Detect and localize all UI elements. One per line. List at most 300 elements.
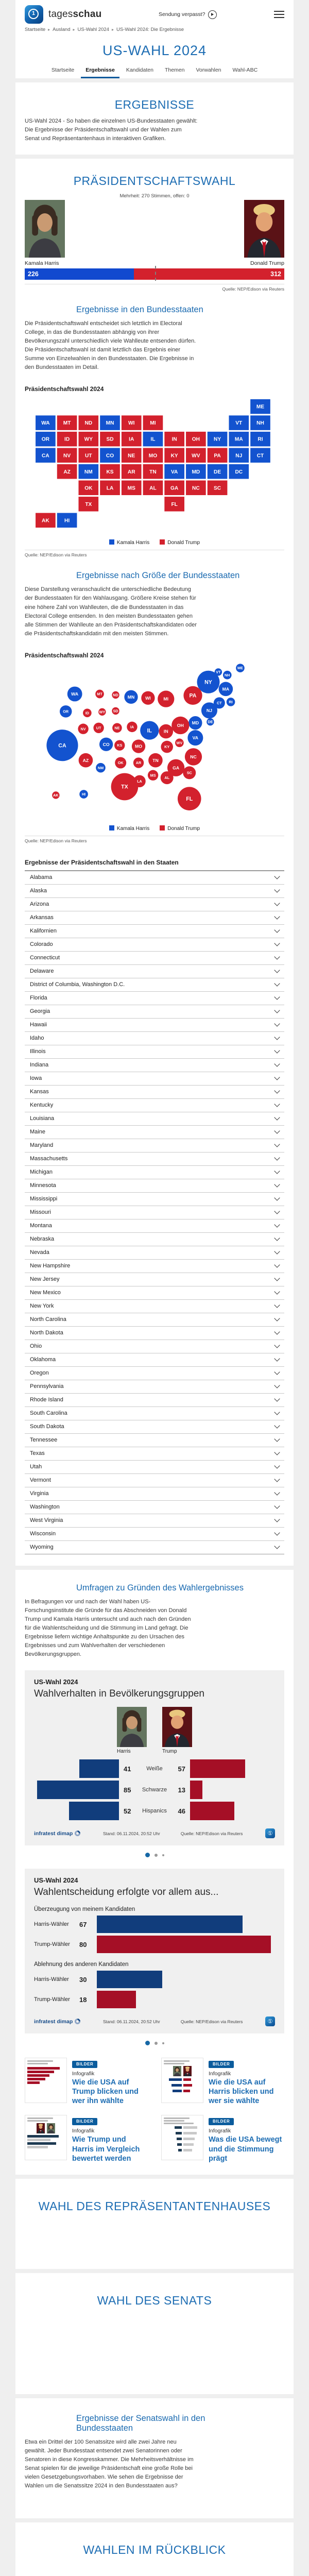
svg-text:OH: OH bbox=[192, 437, 200, 443]
svg-text:WY: WY bbox=[84, 437, 93, 443]
svg-text:NE: NE bbox=[128, 453, 135, 459]
chevron-down-icon bbox=[274, 1222, 280, 1228]
state-accordion-row[interactable] bbox=[25, 898, 284, 911]
chevron-down-icon bbox=[274, 887, 280, 893]
svg-text:ND: ND bbox=[113, 692, 118, 698]
majority-note: Mehrheit: 270 Stimmen, offen: 0 bbox=[119, 193, 190, 199]
chevron-down-icon bbox=[274, 1410, 280, 1415]
teaser-kicker: Infografik bbox=[209, 2071, 231, 2077]
state-accordion-row[interactable] bbox=[25, 1313, 284, 1327]
carousel-dots bbox=[25, 1853, 284, 1857]
state-accordion-label: Rhode Island bbox=[30, 1397, 63, 1403]
carousel-dot-active[interactable] bbox=[145, 1853, 150, 1857]
state-accordion-row[interactable] bbox=[25, 1541, 284, 1554]
voter-group-label: Trump-Wähler bbox=[34, 1941, 70, 1948]
svg-text:MD: MD bbox=[192, 720, 199, 725]
svg-text:IN: IN bbox=[163, 728, 168, 734]
svg-text:MA: MA bbox=[234, 437, 243, 443]
breadcrumb-separator: ▸ bbox=[111, 27, 114, 32]
teaser-title[interactable]: Wie die USA auf Harris blicken und wer sie wählte bbox=[209, 2078, 274, 2106]
state-accordion-label: Tennessee bbox=[30, 1437, 58, 1444]
state-accordion-row[interactable] bbox=[25, 965, 284, 978]
source-line: Quelle: NEP/Edison via Reuters bbox=[222, 286, 284, 292]
chevron-down-icon bbox=[274, 994, 280, 1000]
quelle-label: Quelle: NEP/Edison via Reuters bbox=[180, 1831, 243, 1836]
carousel-dot[interactable] bbox=[162, 2042, 164, 2044]
state-accordion-row[interactable] bbox=[25, 1353, 284, 1367]
state-accordion-row[interactable] bbox=[25, 1501, 284, 1514]
ard-logo-icon: ① bbox=[265, 2016, 275, 2026]
bilder-badge: BILDER bbox=[72, 2118, 97, 2125]
teaser-kicker: Infografik bbox=[72, 2071, 95, 2077]
map1-title: Präsidentschaftswahl 2024 bbox=[25, 385, 104, 393]
chevron-down-icon bbox=[274, 1249, 280, 1255]
state-accordion-label: Oklahoma bbox=[30, 1357, 56, 1363]
svg-text:AR: AR bbox=[135, 760, 142, 765]
harris-value: 85 bbox=[124, 1786, 131, 1794]
state-accordion-label: New Hampshire bbox=[30, 1263, 71, 1269]
panel2-footer bbox=[34, 2016, 275, 2026]
svg-text:WI: WI bbox=[145, 695, 151, 701]
teaser-body bbox=[72, 2115, 148, 2163]
svg-text:PA: PA bbox=[189, 692, 197, 699]
svg-text:KS: KS bbox=[117, 742, 123, 748]
svg-text:MN: MN bbox=[106, 420, 114, 427]
chevron-down-icon bbox=[274, 1450, 280, 1455]
tab-nav bbox=[15, 64, 294, 78]
svg-text:TX: TX bbox=[85, 502, 92, 508]
chevron-down-icon bbox=[274, 1436, 280, 1442]
state-accordion-label: Kentucky bbox=[30, 1102, 54, 1109]
svg-text:DE: DE bbox=[208, 719, 213, 724]
state-accordion-label: Arkansas bbox=[30, 914, 54, 921]
state-accordion-row[interactable] bbox=[25, 1487, 284, 1501]
svg-text:CT: CT bbox=[216, 700, 222, 705]
state-accordion-label: Arizona bbox=[30, 901, 49, 908]
chevron-down-icon bbox=[274, 1490, 280, 1496]
chevron-down-icon bbox=[274, 1088, 280, 1094]
svg-text:IN: IN bbox=[171, 437, 177, 443]
state-accordion-row[interactable] bbox=[25, 1286, 284, 1300]
state-accordion-row[interactable] bbox=[25, 1434, 284, 1447]
state-accordion-row[interactable] bbox=[25, 911, 284, 925]
harris-bar bbox=[69, 1802, 119, 1820]
breadcrumb-item[interactable]: US-Wahl 2024: Die Ergebnisse bbox=[116, 27, 184, 32]
state-accordion-row[interactable] bbox=[25, 992, 284, 1005]
svg-text:AK: AK bbox=[53, 792, 59, 798]
state-accordion-row[interactable] bbox=[25, 1072, 284, 1086]
state-accordion-row[interactable] bbox=[25, 1059, 284, 1072]
senatswahl-section bbox=[15, 2398, 294, 2518]
state-accordion-label: South Dakota bbox=[30, 1423, 64, 1430]
state-accordion-label: New Jersey bbox=[30, 1276, 60, 1283]
state-accordion-row[interactable] bbox=[25, 1420, 284, 1434]
state-accordion-row[interactable] bbox=[25, 1327, 284, 1340]
state-accordion-row[interactable] bbox=[25, 1179, 284, 1193]
decision-row bbox=[34, 1916, 275, 1933]
stand-label: Stand: 06.11.2024, 20:52 Uhr bbox=[102, 1831, 160, 1836]
carousel-dot[interactable] bbox=[154, 1854, 158, 1857]
chevron-down-icon bbox=[274, 1262, 280, 1268]
chevron-down-icon bbox=[274, 1035, 280, 1040]
svg-text:ID: ID bbox=[85, 710, 89, 716]
category-label: Weiße bbox=[146, 1766, 163, 1772]
tagesschau-logo-icon[interactable] bbox=[25, 5, 43, 24]
chevron-down-icon bbox=[274, 1329, 280, 1335]
infratest-dimap-logo: infratest dimap bbox=[34, 2019, 80, 2025]
state-accordion-label: Pennsylvania bbox=[30, 1383, 64, 1390]
carousel-dots bbox=[25, 2041, 284, 2045]
state-accordion-row[interactable] bbox=[25, 1273, 284, 1286]
chevron-down-icon bbox=[274, 1155, 280, 1161]
state-accordion-row[interactable] bbox=[25, 1528, 284, 1541]
demographics-row bbox=[34, 1781, 275, 1799]
wordmark-regular: tages bbox=[48, 9, 73, 20]
state-accordion-row[interactable] bbox=[25, 1193, 284, 1206]
ard-logo-icon: ① bbox=[265, 1828, 275, 1838]
breadcrumb-separator: ▸ bbox=[48, 27, 50, 32]
infografik-teaser[interactable] bbox=[161, 2058, 284, 2106]
state-accordion-row[interactable] bbox=[25, 1206, 284, 1219]
svg-text:ME: ME bbox=[256, 404, 265, 411]
chevron-down-icon bbox=[274, 1168, 280, 1174]
state-accordion-row[interactable] bbox=[25, 1219, 284, 1233]
chevron-down-icon bbox=[274, 927, 280, 933]
svg-text:IL: IL bbox=[150, 437, 156, 443]
panel2-title: Wahlentscheidung erfolgte vor allem aus... bbox=[34, 1887, 219, 1898]
infografik-teaser[interactable] bbox=[25, 2115, 148, 2163]
state-accordion-row[interactable] bbox=[25, 1086, 284, 1099]
chevron-down-icon bbox=[274, 1544, 280, 1549]
svg-text:MT: MT bbox=[97, 691, 102, 697]
state-accordion-row[interactable] bbox=[25, 1260, 284, 1273]
svg-text:VA: VA bbox=[170, 469, 178, 476]
sendung-verpasst-label: Sendung verpasst? bbox=[158, 11, 205, 18]
state-accordion-row[interactable] bbox=[25, 1153, 284, 1166]
state-accordion-row[interactable] bbox=[25, 1126, 284, 1139]
svg-text:HI: HI bbox=[64, 518, 70, 524]
state-accordion-row[interactable] bbox=[25, 1367, 284, 1380]
harris-bar-zone bbox=[34, 1802, 119, 1820]
chevron-down-icon bbox=[274, 1302, 280, 1308]
state-accordion-row[interactable] bbox=[25, 1514, 284, 1528]
infografik-teaser[interactable] bbox=[161, 2115, 284, 2163]
tab-themen[interactable]: Themen bbox=[164, 67, 185, 73]
state-accordion-label: New Mexico bbox=[30, 1290, 61, 1296]
chevron-down-icon bbox=[274, 1463, 280, 1469]
senat-section bbox=[15, 2273, 294, 2394]
state-accordion-label: Iowa bbox=[30, 1075, 42, 1082]
svg-text:PA: PA bbox=[214, 453, 221, 459]
state-accordion-label: Florida bbox=[30, 995, 47, 1002]
state-accordion-label: Georgia bbox=[30, 1008, 50, 1015]
svg-text:OR: OR bbox=[63, 709, 69, 714]
chevron-down-icon bbox=[274, 1356, 280, 1362]
svg-text:WA: WA bbox=[71, 691, 79, 697]
trump-value: 57 bbox=[178, 1765, 185, 1773]
chevron-down-icon bbox=[274, 1289, 280, 1295]
carousel-dot[interactable] bbox=[162, 1854, 164, 1856]
svg-text:WY: WY bbox=[99, 709, 106, 715]
harris-bar bbox=[97, 1971, 162, 1988]
site-header bbox=[15, 0, 294, 25]
state-accordion-label: Ohio bbox=[30, 1343, 42, 1350]
svg-text:RI: RI bbox=[258, 437, 263, 443]
voter-group-label: Trump-Wähler bbox=[34, 1996, 70, 2003]
repraesentantenhaus-section bbox=[15, 2179, 294, 2269]
tab-wahl-abc[interactable]: Wahl-ABC bbox=[232, 67, 258, 73]
states-text: Die Präsidentschaftswahl entscheidet sich letztlich im Electoral College, in das die Bundesstaaten abhängig von ihrer Bevölkerungszahl unterschiedlich viele Wahlleute entsenden dürfen. Die Präsidentschaftswahl ist damit letztlich das Ergebnis einer Summe von Einzelwahlen in den Bundesstaaten. Die Ergebnisse in den Bundesstaaten im Detail. bbox=[25, 320, 196, 371]
teaser-body bbox=[209, 2058, 284, 2106]
state-accordion-row[interactable] bbox=[25, 1019, 284, 1032]
chevron-down-icon bbox=[274, 1075, 280, 1080]
svg-text:NH: NH bbox=[256, 420, 264, 427]
harris-ec-bar: 226 bbox=[25, 268, 134, 280]
svg-text:IL: IL bbox=[147, 727, 152, 734]
svg-text:WV: WV bbox=[176, 740, 183, 745]
state-accordion-label: North Dakota bbox=[30, 1330, 63, 1336]
trump-bar bbox=[190, 1759, 245, 1778]
svg-text:NJ: NJ bbox=[206, 707, 213, 713]
rueckblick-title: WAHLEN IM RÜCKBLICK bbox=[83, 2543, 226, 2556]
state-accordion-label: Alaska bbox=[30, 888, 47, 894]
chevron-down-icon bbox=[274, 1316, 280, 1321]
legend-harris: Kamala Harris bbox=[109, 825, 149, 832]
chevron-down-icon bbox=[274, 1369, 280, 1375]
state-accordion-label: Maine bbox=[30, 1129, 45, 1136]
breadcrumb-item[interactable]: Ausland bbox=[53, 27, 71, 32]
breadcrumb-item[interactable]: US-Wahl 2024 bbox=[77, 27, 109, 32]
state-accordion-label: Kalifornien bbox=[30, 928, 57, 935]
trump-bar bbox=[190, 1781, 202, 1799]
state-accordion-row[interactable] bbox=[25, 1166, 284, 1179]
chevron-down-icon bbox=[274, 874, 280, 879]
svg-text:MA: MA bbox=[222, 686, 230, 692]
trump-value: 13 bbox=[178, 1786, 185, 1794]
trump-bar bbox=[190, 1802, 234, 1820]
state-accordion-row[interactable] bbox=[25, 1340, 284, 1353]
state-accordion-row[interactable] bbox=[25, 1394, 284, 1407]
chevron-down-icon bbox=[274, 981, 280, 987]
svg-text:NV: NV bbox=[63, 453, 71, 459]
state-accordion-row[interactable] bbox=[25, 1045, 284, 1059]
harris-color-swatch bbox=[109, 825, 114, 831]
state-accordion-row[interactable] bbox=[25, 1112, 284, 1126]
chevron-down-icon bbox=[274, 1423, 280, 1429]
state-accordion-row[interactable] bbox=[25, 1447, 284, 1461]
teaser-thumbnail bbox=[161, 2058, 203, 2103]
svg-text:VT: VT bbox=[235, 420, 243, 427]
panel1-kicker: US-Wahl 2024 bbox=[34, 1678, 78, 1686]
panel1-footer bbox=[34, 1828, 275, 1838]
svg-text:MI: MI bbox=[163, 696, 169, 702]
svg-text:MD: MD bbox=[192, 469, 200, 476]
masthead bbox=[15, 37, 294, 78]
bar-zone bbox=[97, 1991, 275, 2008]
svg-text:IA: IA bbox=[129, 437, 134, 443]
legend-harris: Kamala Harris bbox=[109, 539, 149, 546]
chevron-down-icon bbox=[274, 1343, 280, 1348]
us-states-choropleth-map[interactable] bbox=[25, 397, 284, 534]
harris-color-swatch bbox=[109, 539, 114, 545]
teaser-body bbox=[72, 2058, 148, 2106]
state-accordion-row[interactable] bbox=[25, 1407, 284, 1420]
trump-value: 46 bbox=[178, 1807, 185, 1815]
state-accordion-row[interactable] bbox=[25, 1099, 284, 1112]
svg-text:LA: LA bbox=[137, 778, 142, 784]
trump-photo-small bbox=[162, 1707, 192, 1747]
state-accordion-label: Montana bbox=[30, 1223, 52, 1229]
state-accordion-row[interactable] bbox=[25, 871, 284, 885]
carousel-dot[interactable] bbox=[154, 2042, 158, 2045]
state-accordion-label: Washington bbox=[30, 1504, 60, 1511]
size-text: Diese Darstellung veranschaulicht die unterschiedliche Bedeutung der Bundesstaaten für den Wahlausgang. Größere Kreise stehen für eine höhere Zahl von Wahlleuten, die die Bundesstaaten in das Electoral College entsenden. In den meisten Bundesstaaten gehen alle Stimmen der Wahlleute an den Präsidentschaftskandidaten oder die Präsidentschaftskandidatin mit den meisten Stimmen. bbox=[25, 586, 197, 637]
chevron-down-icon bbox=[274, 1182, 280, 1188]
chevron-down-icon bbox=[274, 968, 280, 973]
state-accordion-label: Louisiana bbox=[30, 1115, 55, 1122]
chevron-down-icon bbox=[274, 1396, 280, 1402]
chevron-down-icon bbox=[274, 1530, 280, 1536]
trump-name: Donald Trump bbox=[250, 260, 284, 267]
chevron-down-icon bbox=[274, 1209, 280, 1214]
chevron-down-icon bbox=[274, 1101, 280, 1107]
states-accordion bbox=[25, 870, 284, 1554]
harris-photo bbox=[25, 200, 65, 258]
demographics-row bbox=[34, 1802, 275, 1820]
quelle-label: Quelle: NEP/Edison via Reuters bbox=[180, 2019, 243, 2024]
svg-text:HI: HI bbox=[81, 791, 86, 796]
chevron-down-icon bbox=[274, 1195, 280, 1201]
majority-marker bbox=[155, 266, 156, 281]
voter-group-value: 30 bbox=[79, 1975, 87, 1984]
state-accordion-label: North Carolina bbox=[30, 1316, 66, 1323]
chevron-down-icon bbox=[274, 941, 280, 946]
teaser-title[interactable]: Wie Trump und Harris im Vergleich bewertet werden bbox=[72, 2136, 140, 2163]
svg-text:FL: FL bbox=[171, 502, 178, 508]
trump-bar-zone bbox=[190, 1781, 275, 1799]
infografik-teaser[interactable] bbox=[25, 2058, 148, 2106]
svg-text:AL: AL bbox=[164, 775, 170, 780]
decision-bar-chart bbox=[34, 1906, 275, 2008]
bar-zone bbox=[97, 1971, 275, 1988]
state-accordion-row[interactable] bbox=[25, 1380, 284, 1394]
state-accordion-row[interactable] bbox=[25, 938, 284, 952]
svg-text:NM: NM bbox=[84, 469, 93, 476]
voter-group-label: Harris-Wähler bbox=[34, 1976, 69, 1983]
svg-text:NC: NC bbox=[190, 754, 197, 759]
stand-label: Stand: 06.11.2024, 20:52 Uhr bbox=[102, 2019, 160, 2024]
infratest-donut-icon bbox=[74, 2018, 82, 2026]
teaser-title[interactable]: Wie die USA auf Trump blicken und wer ihn wählte bbox=[72, 2078, 139, 2106]
state-accordion-row[interactable] bbox=[25, 1246, 284, 1260]
state-accordion-label: Minnesota bbox=[30, 1182, 56, 1189]
state-accordion-row[interactable] bbox=[25, 885, 284, 898]
page-title: US-WAHL 2024 bbox=[102, 43, 207, 58]
decision-row bbox=[34, 1991, 275, 2008]
svg-text:AK: AK bbox=[42, 518, 49, 524]
us-states-bubble-map[interactable] bbox=[25, 663, 284, 820]
teaser-title[interactable]: Was die USA bewegt und die Stimmung prägt bbox=[209, 2136, 282, 2163]
svg-text:CO: CO bbox=[102, 741, 110, 747]
state-accordion-row[interactable] bbox=[25, 1300, 284, 1313]
state-accordion-row[interactable] bbox=[25, 925, 284, 938]
trump-bar bbox=[97, 1936, 271, 1953]
ergebnisse-text: US-Wahl 2024 - So haben die einzelnen US-Bundesstaaten gewählt: Die Ergebnisse der Präsidentschaftswahl und der Wahlen zum Senat und Repräsentantenhaus in interaktiven Grafiken. bbox=[25, 118, 198, 142]
state-accordion-row[interactable] bbox=[25, 1005, 284, 1019]
hamburger-menu-icon[interactable] bbox=[274, 9, 284, 20]
demographics-bar-chart bbox=[34, 1759, 275, 1820]
state-accordion-row[interactable] bbox=[25, 1139, 284, 1153]
state-accordion-label: Wisconsin bbox=[30, 1531, 56, 1537]
tab-kandidaten[interactable]: Kandidaten bbox=[126, 67, 153, 73]
state-accordion-row[interactable] bbox=[25, 1032, 284, 1045]
state-accordion-label: Vermont bbox=[30, 1477, 51, 1484]
state-accordion-label: Texas bbox=[30, 1450, 45, 1457]
harris-value: 52 bbox=[124, 1807, 131, 1815]
svg-text:GA: GA bbox=[170, 485, 179, 492]
harris-bar bbox=[79, 1759, 119, 1778]
harris-name: Kamala Harris bbox=[25, 260, 59, 267]
harris-bar-zone bbox=[34, 1759, 119, 1778]
state-accordion-label: Wyoming bbox=[30, 1544, 54, 1551]
state-accordion-row[interactable] bbox=[25, 1474, 284, 1487]
bilder-badge: BILDER bbox=[209, 2061, 234, 2068]
state-accordion-label: New York bbox=[30, 1303, 54, 1310]
tab-startseite[interactable]: Startseite bbox=[51, 67, 75, 73]
bar-zone bbox=[97, 1936, 275, 1953]
trump-bar-zone bbox=[190, 1759, 275, 1778]
state-accordion-label: Virginia bbox=[30, 1490, 49, 1497]
carousel-dot-active[interactable] bbox=[145, 2041, 150, 2045]
trump-bar bbox=[97, 1991, 136, 2008]
chevron-down-icon bbox=[274, 1517, 280, 1522]
svg-text:NC: NC bbox=[192, 485, 200, 492]
state-accordion-row[interactable] bbox=[25, 978, 284, 992]
umfragen-heading: Umfragen zu Gründen des Wahlergebnisses bbox=[76, 1583, 244, 1592]
state-accordion-row[interactable] bbox=[25, 1233, 284, 1246]
bilder-badge: BILDER bbox=[72, 2061, 97, 2068]
tab-ergebnisse[interactable]: Ergebnisse bbox=[81, 64, 119, 78]
svg-text:AR: AR bbox=[127, 469, 135, 476]
teaser-thumbnail bbox=[25, 2058, 67, 2103]
state-accordion-label: Delaware bbox=[30, 968, 54, 975]
teaser-kicker: Infografik bbox=[72, 2128, 95, 2134]
svg-text:NM: NM bbox=[97, 765, 104, 770]
state-accordion-label: Utah bbox=[30, 1464, 42, 1470]
source-line: Quelle: NEP/Edison via Reuters bbox=[25, 838, 87, 843]
state-accordion-heading: Ergebnisse der Präsidentschaftswahl in den Staaten bbox=[25, 858, 179, 866]
harris-bar bbox=[37, 1781, 119, 1799]
svg-text:WV: WV bbox=[192, 453, 200, 459]
breadcrumb-item[interactable]: Startseite bbox=[25, 27, 46, 32]
state-accordion-label: District of Columbia, Washington D.C. bbox=[30, 981, 125, 988]
state-accordion-row[interactable] bbox=[25, 1461, 284, 1474]
state-accordion-label: West Virginia bbox=[30, 1517, 63, 1524]
map2-title: Präsidentschaftswahl 2024 bbox=[25, 651, 104, 659]
svg-text:SC: SC bbox=[214, 485, 221, 492]
repraesentantenhaus-title: WAHL DES REPRÄSENTANTENHAUSES bbox=[38, 2199, 271, 2213]
svg-text:GA: GA bbox=[173, 765, 180, 770]
chevron-down-icon bbox=[274, 1477, 280, 1482]
tagesschau-wordmark[interactable] bbox=[48, 9, 101, 20]
svg-text:CA: CA bbox=[58, 742, 66, 749]
trump-photo bbox=[244, 200, 284, 258]
sendung-verpasst-link[interactable] bbox=[159, 10, 217, 19]
infratest-donut-icon bbox=[74, 1829, 82, 1838]
state-accordion-row[interactable] bbox=[25, 952, 284, 965]
svg-text:MN: MN bbox=[127, 694, 135, 700]
tab-vorwahlen[interactable]: Vorwahlen bbox=[196, 67, 221, 73]
